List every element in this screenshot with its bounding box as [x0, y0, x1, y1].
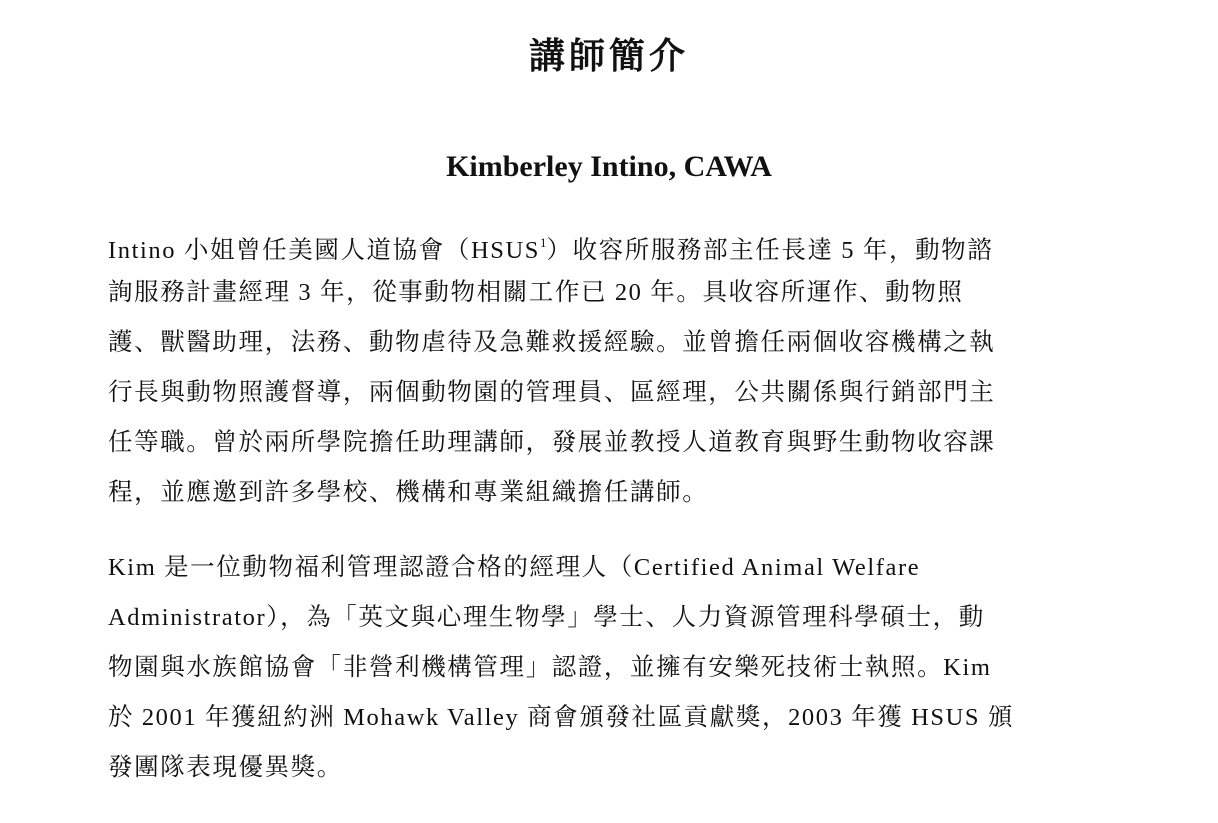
paragraph-1-line-5: 任等職。曾於兩所學院擔任助理講師，發展並教授人道教育與野生動物收容課: [108, 429, 996, 456]
paragraph-1-line-1-text-a: Intino 小姐曾任美國人道協會（HSUS: [108, 237, 540, 264]
footnote-marker[interactable]: 1: [539, 235, 547, 250]
paragraph-1-line-1-text-b: ）收容所服務部主任長達 5 年，動物諮: [546, 237, 994, 264]
paragraph-2-line-1: Kim 是一位動物福利管理認證合格的經理人（Certified Animal Welfare: [108, 554, 921, 581]
paragraph-1-line-4: 行長與動物照護督導，兩個動物園的管理員、區經理，公共關係與行銷部門主: [108, 379, 996, 406]
page-title: 講師簡介: [528, 35, 689, 77]
paragraph-1-line-6: 程，並應邀到許多學校、機構和專業組織擔任講師。: [108, 479, 709, 506]
paragraph-2-line-5: 發團隊表現優異獎。: [108, 754, 343, 781]
paragraph-1-line-2: 詢服務計畫經理 3 年，從事動物相關工作已 20 年。具收容所運作、動物照: [108, 279, 964, 306]
paragraph-2-line-3: 物園與水族館協會「非營利機構管理」認證，並擁有安樂死技術士執照。Kim: [108, 654, 992, 681]
paragraph-2-line-2: Administrator），為「英文與心理生物學」學士、人力資源管理科學碩士，動: [108, 604, 985, 631]
paragraph-1-line-1: [108, 226, 993, 268]
speaker-name: Kimberley Intino, CAWA: [446, 150, 772, 183]
paragraph-1-line-3: 護、獸醫助理，法務、動物虐待及急難救援經驗。並曾擔任兩個收容機構之執: [108, 329, 996, 356]
paragraph-2-line-4: 於 2001 年獲紐約洲 Mohawk Valley 商會頒發社區貢獻獎，2003 年獲 HSUS 頒: [108, 704, 1014, 731]
